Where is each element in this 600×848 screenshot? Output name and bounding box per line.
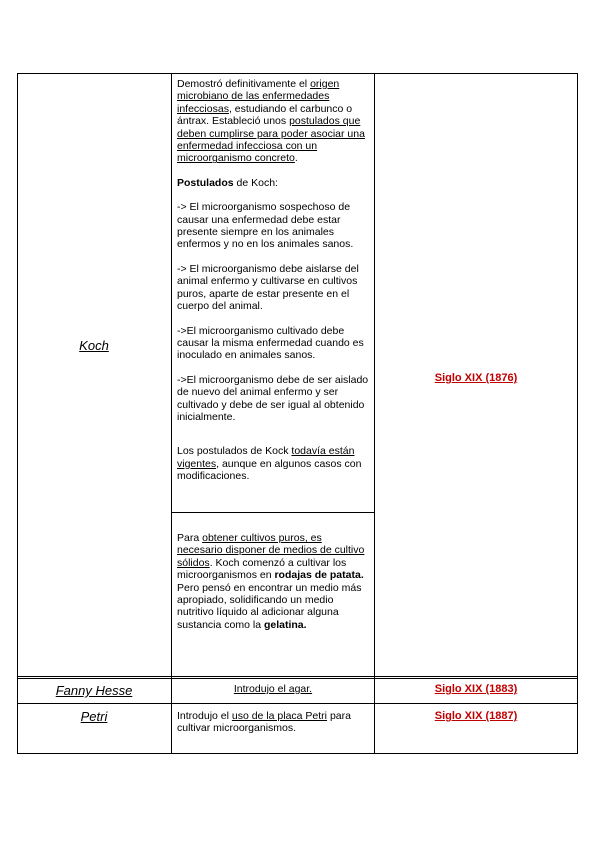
petri-description-cell bbox=[177, 710, 370, 735]
petri-description: Introdujo el uso de la placa Petri para cultivar microorganismos. bbox=[177, 710, 351, 735]
koch-name-cell bbox=[17, 338, 171, 353]
history-table bbox=[17, 73, 578, 754]
hesse-description: Introdujo el agar. bbox=[233, 683, 313, 695]
koch-culture-cell bbox=[177, 532, 367, 643]
koch-intro-paragraph: Demostró definitivamente el origen microbiano de las enfermedades infecciosas, estudiando el carbunco o ántrax. Estableció unos postulados que deben cumplirse para poder asociar una enfermedad infecciosa con un microorganismo concreto. bbox=[177, 78, 365, 165]
date-koch: Siglo XIX (1876) bbox=[434, 372, 518, 384]
row-divider-1b bbox=[17, 678, 578, 679]
row-divider-2 bbox=[17, 703, 578, 704]
col-divider-2 bbox=[374, 73, 375, 754]
row-divider-1 bbox=[17, 676, 578, 677]
table-border-top bbox=[17, 73, 578, 74]
date-hesse: Siglo XIX (1883) bbox=[434, 683, 518, 695]
postulate-4: ->El microorganismo debe de ser aislado de nuevo del animal enfermo y ser cultivado y debe de ser igual al obtenido inicialmente. bbox=[177, 373, 369, 423]
petri-name-cell bbox=[17, 709, 171, 724]
table-border-left bbox=[17, 73, 18, 754]
hesse-description-cell bbox=[172, 683, 374, 695]
date-petri: Siglo XIX (1887) bbox=[434, 710, 518, 722]
postulate-3: ->El microorganismo cultivado debe causar la misma enfermedad cuando es inoculado en animales sanos. bbox=[177, 324, 364, 362]
hesse-date-cell bbox=[375, 683, 577, 695]
postulates-validity-paragraph: Los postulados de Kock todavía están vigentes, aunque en algunos casos con modificaciones. bbox=[177, 445, 362, 483]
postulate-1: -> El microorganismo sospechoso de causar una enfermedad debe estar presente siempre en los animales enfermos y no en los animales sanos. bbox=[177, 201, 354, 251]
col-divider-1 bbox=[171, 73, 172, 754]
hesse-name-cell bbox=[17, 683, 171, 698]
table-border-right bbox=[577, 73, 578, 754]
table-border-bottom bbox=[17, 753, 578, 754]
scientist-name-fanny-hesse: Fanny Hesse bbox=[55, 683, 133, 698]
koch-culture-paragraph: Para obtener cultivos puros, es necesario disponer de medios de cultivo sólidos. Koch comenzó a cultivar los microorganismos en rodajas de patata. Pero pensó en encontrar un medio más apropiado, solidificando un medio nutritivo líquido al adicionar alguna sustancia como la gelatina. bbox=[177, 532, 365, 631]
koch-date-cell bbox=[375, 372, 577, 384]
koch-description-cell bbox=[177, 78, 370, 495]
postulates-heading: Postulados de Koch: bbox=[177, 176, 278, 189]
koch-inner-divider bbox=[171, 512, 374, 513]
scientist-name-petri: Petri bbox=[80, 709, 108, 724]
petri-date-cell bbox=[375, 710, 577, 722]
scientist-name-koch: Koch bbox=[79, 338, 109, 353]
postulate-2: -> El microorganismo debe aislarse del animal enfermo y cultivarse en cultivos puros, aparte de estar presente en el cuerpo del animal. bbox=[177, 262, 359, 313]
